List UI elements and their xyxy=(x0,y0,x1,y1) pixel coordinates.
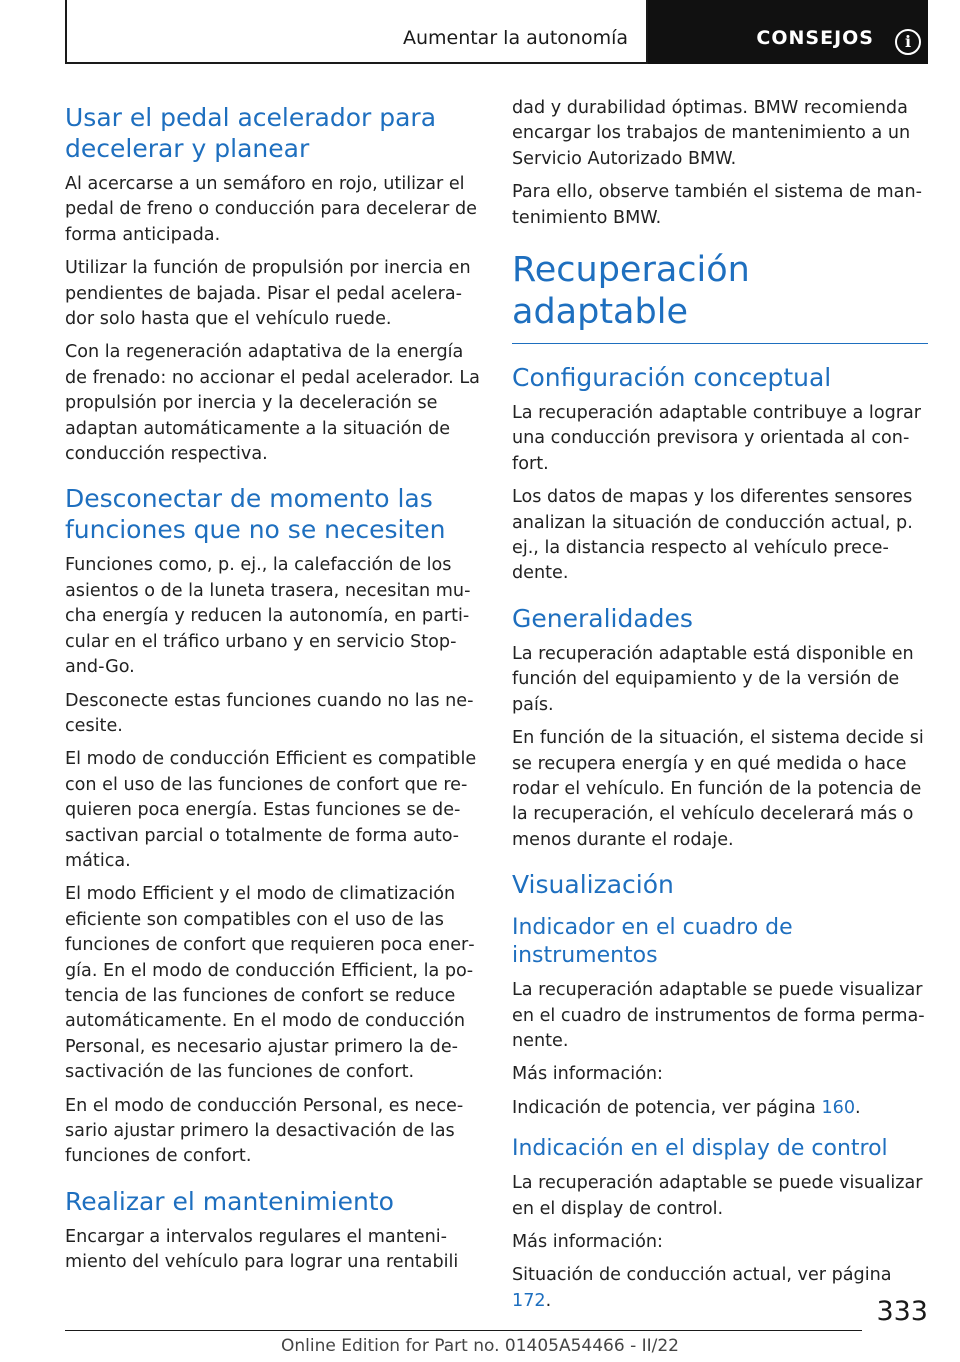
reference-text: Indicación de potencia, ver página xyxy=(512,1097,822,1118)
paragraph: La recuperación adaptable se puede visualizar en el cuadro de instrumentos de forma permanente. xyxy=(512,980,925,1051)
heading-mantenimiento: Realizar el mantenimiento xyxy=(65,1186,394,1216)
paragraph: En el modo de conducción Personal, es necesario ajustar primero la desactivación de las funciones de confort. xyxy=(65,1095,464,1167)
chapter-title: CONSEJOS xyxy=(756,27,874,49)
page-header xyxy=(65,0,928,64)
heading-visualizacion: Visualización xyxy=(512,870,674,900)
heading-pedal: Usar el pedal acelerador para decelerar y planear xyxy=(65,103,437,163)
chapter-tab xyxy=(648,0,928,64)
paragraph: Utilizar la función de propulsión por inercia en pendientes de bajada. Pisar el pedal acelerador solo hasta que el vehículo ruede. xyxy=(65,258,471,330)
heading-indicador: Indicador en el cuadro de instrumentos xyxy=(512,915,793,969)
paragraph: Más información: xyxy=(512,1064,663,1085)
reference-end: . xyxy=(855,1097,861,1118)
section-tab xyxy=(65,0,648,64)
heading-desconectar: Desconectar de momento las funciones que no se necesiten xyxy=(65,484,446,545)
paragraph: Más información: xyxy=(512,1231,663,1252)
heading-recuperacion: Recuperación adaptable xyxy=(512,249,928,344)
heading-config: Configuración conceptual xyxy=(512,363,832,393)
reference-text: Situación de conducción actual, ver página xyxy=(512,1265,892,1286)
heading-display: Indicación en el display de control xyxy=(512,1136,888,1162)
heading-generalidades: Generalidades xyxy=(512,603,693,633)
paragraph: La recuperación adaptable está disponible en función del equipamiento y de la versión de país. xyxy=(512,643,914,715)
paragraph: El modo Efficient y el modo de climatización eficiente son compatibles con el uso de las funciones de confort que requieren poca energía. En el modo de conducción Efficient, la potencia de las funciones de confort se reduce automáticamente. En el modo de conducción Personal, es necesario ajustar primero la desactivación de las funciones de confort. xyxy=(65,884,475,1083)
page-number: 333 xyxy=(876,1296,928,1327)
left-column xyxy=(65,96,481,1284)
paragraph-reference xyxy=(512,1096,928,1121)
paragraph: Desconecte estas funciones cuando no las necesite. xyxy=(65,690,474,736)
info-icon: i xyxy=(895,29,921,55)
footer-divider xyxy=(65,1330,862,1331)
paragraph: El modo de conducción Efficient es compatible con el uso de las funciones de confort que requieren poca energía. Estas funciones se desactivan parcial o totalmente de forma automática. xyxy=(65,749,477,871)
paragraph: Con la regeneración adaptativa de la energía de frenado: no accionar el pedal acelerador. La propulsión por inercia y la deceleración se adaptan automáticamente a la situación de conducción respectiva. xyxy=(65,342,480,465)
paragraph: Los datos de mapas y los diferentes sensores analizan la situación de conducción actual, p. ej., la distancia respecto al vehículo precedente. xyxy=(512,487,913,584)
section-title: Aumentar la autonomía xyxy=(402,27,628,49)
footer-edition: Online Edition for Part no. 01405A54466 - II/22 xyxy=(280,1336,679,1356)
right-column xyxy=(512,96,928,1322)
paragraph: dad y durabilidad óptimas. BMW recomienda encargar los trabajos de mantenimiento a un Servicio Autorizado BMW. xyxy=(512,98,911,169)
paragraph: La recuperación adaptable se puede visualizar en el display de control. xyxy=(512,1173,923,1219)
paragraph: En función de la situación, el sistema decide si se recupera energía y en qué medida o hace rodar el vehículo. En función de la potencia de la recuperación, el vehículo decelerará más o menos durante el rodaje. xyxy=(512,728,924,850)
paragraph: Funciones como, p. ej., la calefacción de los asientos o de la luneta trasera, necesitan mucha energía y reducen la autonomía, en particular en el tráfico urbano y en servicio Stop-and-Go. xyxy=(65,555,471,678)
paragraph: Encargar a intervalos regulares el mantenimiento del vehículo para lograr una rentabili xyxy=(65,1226,459,1273)
paragraph-reference xyxy=(512,1263,928,1314)
page-link-172[interactable]: 172 xyxy=(512,1290,546,1311)
paragraph: Para ello, observe también el sistema de mantenimiento BMW. xyxy=(512,182,922,228)
reference-end: . xyxy=(545,1290,552,1311)
paragraph: Al acercarse a un semáforo en rojo, utilizar el pedal de freno o conducción para decelerar de forma anticipada. xyxy=(65,174,477,245)
page-link-160[interactable]: 160 xyxy=(821,1097,856,1118)
paragraph: La recuperación adaptable contribuye a lograr una conducción previsora y orientada al confort. xyxy=(512,403,921,474)
